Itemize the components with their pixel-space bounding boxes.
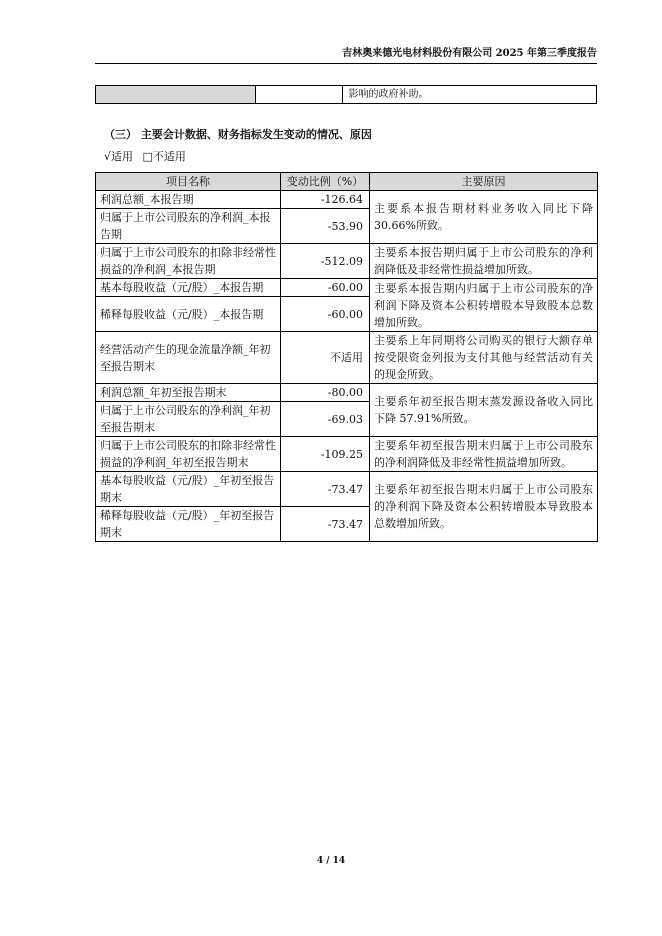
- item-name: 基本每股收益（元/股）_年初至报告期末: [96, 472, 281, 507]
- table-cell: [96, 86, 256, 104]
- table-row: [96, 384, 598, 402]
- change-ratio: -73.47: [281, 472, 370, 507]
- item-name: 稀释每股收益（元/股）_年初至报告期末: [96, 507, 281, 542]
- item-name: 归属于上市公司股东的净利润_年初至报告期末: [96, 402, 281, 437]
- applicable-option: √适用: [104, 150, 134, 163]
- item-name: 经营活动产生的现金流量净额_年初至报告期末: [96, 332, 281, 384]
- page-number: 4 / 14: [316, 856, 346, 866]
- column-header-ratio: 变动比例（%）: [281, 173, 370, 191]
- change-ratio: -512.09: [281, 244, 370, 279]
- column-header-item: 项目名称: [96, 173, 281, 191]
- change-ratio: -60.00: [281, 297, 370, 332]
- change-reasons-table: [95, 172, 598, 542]
- table-row: [96, 279, 598, 297]
- table-cell: [255, 86, 343, 104]
- not-applicable-option: □不适用: [142, 150, 186, 163]
- main-reason: 主要系年初至报告期末归属于上市公司股东的净利润下降及资本公积转增股本导致股本总数增加所致。: [370, 472, 598, 542]
- change-ratio: -126.64: [281, 191, 370, 209]
- main-reason: 主要系本报告期内归属于上市公司股东的净利润下降及资本公积转增股本导致股本总数增加所致。: [370, 279, 598, 332]
- change-ratio: 不适用: [281, 332, 370, 384]
- item-name: 基本每股收益（元/股）_本报告期: [96, 279, 281, 297]
- previous-table-continuation: [95, 85, 597, 104]
- table-row: [96, 472, 598, 507]
- change-ratio: -109.25: [281, 437, 370, 472]
- table-row: [96, 437, 598, 472]
- change-ratio: -53.90: [281, 209, 370, 244]
- main-reason: 主要系年初至报告期末蒸发源设备收入同比下降 57.91%所致。: [370, 384, 598, 437]
- table-row: [96, 191, 598, 209]
- change-ratio: -69.03: [281, 402, 370, 437]
- main-reason: 主要系上年同期将公司购买的银行大额存单按受限资金列报为支付其他与经营活动有关的现金所致。: [370, 332, 598, 384]
- item-name: 归属于上市公司股东的扣除非经常性损益的净利润_年初至报告期末: [96, 437, 281, 472]
- table-row: [96, 86, 597, 104]
- column-header-reason: 主要原因: [370, 173, 598, 191]
- table-row: [96, 332, 598, 384]
- previous-table-text: 影响的政府补助。: [343, 86, 597, 104]
- item-name: 稀释每股收益（元/股）_本报告期: [96, 297, 281, 332]
- table-header-row: [96, 173, 598, 191]
- main-reason: 主要系年初至报告期末归属于上市公司股东的净利润降低及非经常性损益增加所致。: [370, 437, 598, 472]
- change-ratio: -73.47: [281, 507, 370, 542]
- item-name: 利润总额_年初至报告期末: [96, 384, 281, 402]
- header-rule: [95, 63, 597, 64]
- change-ratio: -60.00: [281, 279, 370, 297]
- section-title: （三） 主要会计数据、财务指标发生变动的情况、原因: [104, 128, 372, 141]
- applicability-options: [104, 148, 192, 164]
- item-name: 归属于上市公司股东的扣除非经常性损益的净利润_本报告期: [96, 244, 281, 279]
- page-header-title: 吉林奥来德光电材料股份有限公司 2025 年第三季度报告: [342, 48, 597, 59]
- main-reason: 主要系本报告期材料业务收入同比下降 30.66%所致。: [370, 191, 598, 244]
- table-row: [96, 244, 598, 279]
- main-reason: 主要系本报告期归属于上市公司股东的净利润降低及非经常性损益增加所致。: [370, 244, 598, 279]
- change-ratio: -80.00: [281, 384, 370, 402]
- item-name: 利润总额_本报告期: [96, 191, 281, 209]
- item-name: 归属于上市公司股东的净利润_本报告期: [96, 209, 281, 244]
